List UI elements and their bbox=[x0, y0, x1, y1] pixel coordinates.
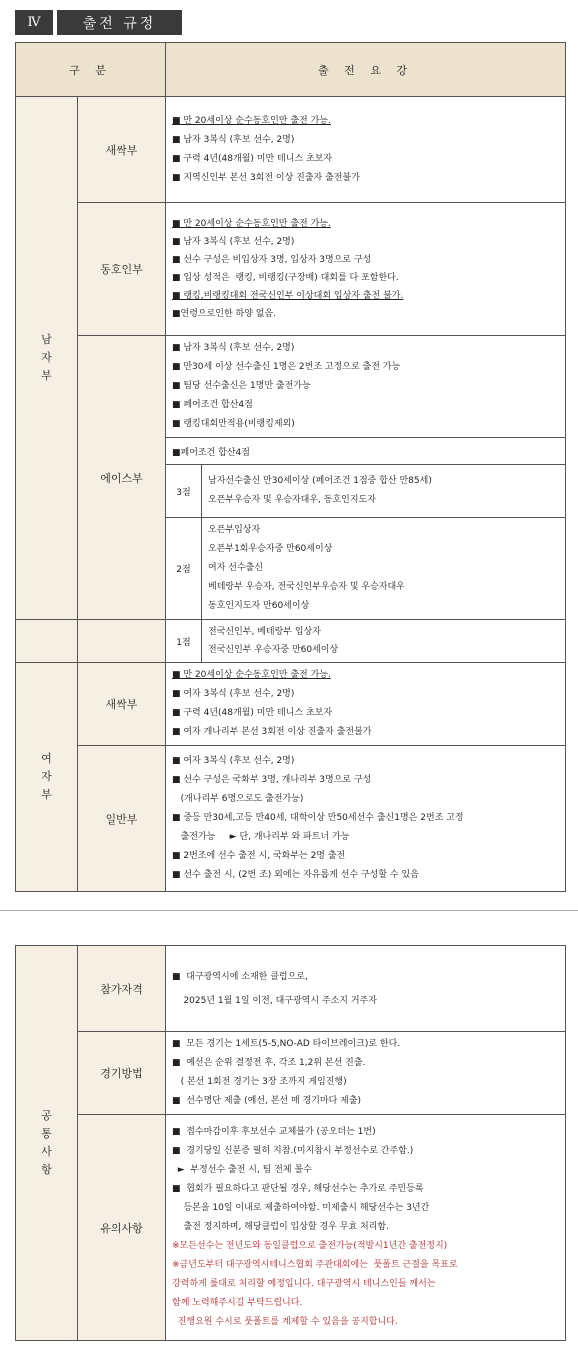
criteria-line: 남자선수출신 만30세이상 (페어조건 1점중 합산 만85세) bbox=[208, 476, 432, 486]
rule-line: ■ 구력 4년(48개월) 미만 테니스 초보자 bbox=[172, 153, 333, 164]
rule-line: ( 본선 1회전 경기는 3장 조까지 게임진행) bbox=[172, 1077, 347, 1087]
score-2: 2점 bbox=[166, 518, 202, 620]
warning-line: 함께 노력해주시길 부탁드립니다. bbox=[172, 1298, 303, 1308]
rule-line: ■ 구력 4년(48개월) 미만 테니스 초보자 bbox=[172, 708, 333, 718]
women-division-label bbox=[16, 663, 78, 892]
men-donghoin-name: 동호인부 bbox=[78, 203, 166, 336]
criteria-line: 베테랑부 우승자, 전국신인부우승자 및 우승자대우 bbox=[208, 582, 405, 592]
score-2-criteria bbox=[202, 518, 566, 620]
men-donghoin-rules bbox=[166, 203, 566, 336]
rule-line: ■ 여자 3복식 (후보 선수, 2명) bbox=[172, 756, 295, 766]
rule-line: ■ 협회가 필요하다고 판단될 경우, 해당선수는 추가로 주민등록 bbox=[172, 1184, 424, 1194]
section-header bbox=[15, 10, 182, 35]
rule-line: ■ 접수마감이후 후보선수 교체불가 (공오더는 1번) bbox=[172, 1127, 376, 1137]
rule-line: 출전가능 ► 단, 개나리부 와 파트너 가능 bbox=[172, 832, 350, 842]
criteria-line: 여자 선수출신 bbox=[208, 563, 264, 573]
header-requirements: 출 전 요 강 bbox=[166, 43, 566, 97]
women-saessak-rules bbox=[166, 663, 566, 746]
women-label: 여 자 부 bbox=[41, 752, 52, 801]
section-number: Ⅳ bbox=[15, 10, 53, 35]
qualification-rules bbox=[166, 946, 566, 1032]
warning-line: ※금년도부터 대구광역시테니스협회 주관대회에는 풋폴트 근절을 목표로 bbox=[172, 1260, 458, 1270]
men-label-continuation bbox=[16, 620, 78, 663]
common-label bbox=[16, 946, 78, 1341]
rule-line: ■ 남자 3복식 (후보 선수, 2명) bbox=[172, 237, 295, 247]
method-name: 경기방법 bbox=[78, 1032, 166, 1115]
rule-line: ■ 만 20세이상 순수동호인만 출전 가능. bbox=[172, 219, 331, 229]
rule-line: ■ 랭킹대회만적용(비랭킹제외) bbox=[172, 419, 295, 429]
score-3: 3점 bbox=[166, 465, 202, 518]
rule-line: 출전 정지하며, 해당클럽이 입상할 경우 무효 처리함. bbox=[172, 1222, 389, 1232]
rule-line: ■ 2번조에 선수 출전 시, 국화부는 2명 출전 bbox=[172, 851, 346, 861]
rule-line: ■ 만 20세이상 순수동호인만 출전 가능. bbox=[172, 670, 331, 680]
rule-line: ■ 페어조건 합산4점 bbox=[172, 400, 253, 410]
rule-line: 2025년 1월 1일 이전, 대구광역시 주소지 거주자 bbox=[172, 995, 377, 1006]
warning-line: 진행요원 수시로 풋폴트를 계제할 수 있음을 공지합니다. bbox=[172, 1317, 398, 1327]
criteria-line: 오픈부우승자 및 우승자대우, 동호인지도자 bbox=[208, 495, 376, 505]
score-1: 1점 bbox=[166, 620, 202, 663]
rule-line: 등본을 10일 이내로 제출하여야함. 미제출시 해당선수는 3년간 bbox=[172, 1203, 430, 1213]
notes-rules bbox=[166, 1115, 566, 1341]
men-ace-rules bbox=[166, 336, 566, 438]
rule-line: ■ 선수 구성은 비입상자 3명, 입상자 3명으로 구성 bbox=[172, 255, 372, 265]
men-saessak-name: 새싹부 bbox=[78, 97, 166, 203]
score-3-criteria bbox=[202, 465, 566, 518]
qualification-name: 참가자격 bbox=[78, 946, 166, 1032]
rule-line: ► 부정선수 출전 시, 팀 전체 몰수 bbox=[172, 1165, 312, 1175]
rule-line: ■ 선수명단 제출 (예선, 본선 매 경기마다 제출) bbox=[172, 1096, 362, 1106]
warning-line: ※모든선수는 전년도와 동일클럽으로 출전가능(적발시1년간 출전정지) bbox=[172, 1241, 448, 1251]
men-label: 남 자 부 bbox=[41, 333, 52, 382]
rule-line: ■ 선수 구성은 국화부 3명, 개나리부 3명으로 구성 bbox=[172, 775, 372, 785]
notes-name: 유의사항 bbox=[78, 1115, 166, 1341]
rule-line: ■ 지역신인부 본선 3회전 이상 진출자 출전불가 bbox=[172, 172, 360, 183]
rule-line: ■ 모든 경기는 1세트(5-5,NO-AD 타이브레이크)로 한다. bbox=[172, 1039, 401, 1049]
regulations-table bbox=[15, 42, 566, 892]
rule-line: ■ 만 20세이상 순수동호인만 출전 가능. bbox=[172, 115, 331, 126]
rule-line: ■ 예선은 순위 결정전 후, 각조 1,2위 본선 진출. bbox=[172, 1058, 366, 1068]
rule-line: ■연령으로인한 하양 없음. bbox=[172, 309, 277, 319]
rule-line: (개나리부 6명으로도 출전가능) bbox=[172, 794, 304, 804]
page-separator bbox=[0, 910, 578, 911]
women-general-rules bbox=[166, 746, 566, 892]
men-division-label bbox=[16, 97, 78, 620]
women-saessak-name: 새싹부 bbox=[78, 663, 166, 746]
men-ace-name: 에이스부 bbox=[78, 336, 166, 620]
common-label: 공 통 사 항 bbox=[41, 1109, 52, 1176]
section-title: 출전 규정 bbox=[57, 10, 182, 35]
rule-line: ■ 여자 개나리부 본선 3회전 이상 진출자 출전불가 bbox=[172, 727, 372, 737]
men-ace-pair-rule: ■페어조건 합산4점 bbox=[166, 438, 566, 465]
table-header-row bbox=[16, 43, 566, 97]
rule-line: ■ 여자 3복식 (후보 선수, 2명) bbox=[172, 689, 295, 699]
rule-line: ■ 남자 3복식 (후보 선수, 2명) bbox=[172, 134, 295, 145]
rule-line: ■ 랭킹,비랭킹대회 전국신인부 이상대회 입상자 출전 불가. bbox=[172, 291, 404, 301]
rule-line: ■ 경기당일 신분증 필히 지참.(미지참시 부정선수로 간주함.) bbox=[172, 1146, 414, 1156]
rule-line: ■ 선수 출전 시, (2번 조) 외에는 자유롭게 선수 구성할 수 있음 bbox=[172, 870, 419, 880]
criteria-line: 전국신인부 우승자중 만60세이상 bbox=[208, 645, 339, 655]
common-table bbox=[15, 945, 566, 1341]
criteria-line: 전국신인부, 베테랑부 입상자 bbox=[208, 627, 321, 637]
women-general-name: 일반부 bbox=[78, 746, 166, 892]
criteria-line: 오픈부1회우승자중 만60세이상 bbox=[208, 544, 333, 554]
rule-line: ■ 중등 만30세,고등 만40세, 대학이상 만50세선수 출신1명은 2번조 고정 bbox=[172, 813, 464, 823]
score-1-criteria bbox=[202, 620, 566, 663]
header-category: 구 분 bbox=[16, 43, 166, 97]
method-rules bbox=[166, 1032, 566, 1115]
warning-line: 강력하게 룰대로 처리할 예정입니다. 대구광역시 테니스인들 께서는 bbox=[172, 1279, 436, 1289]
criteria-line: 오픈부입상자 bbox=[208, 525, 261, 535]
rule-line: ■ 입상 성적은 랭킹, 비랭킹(구장배) 대회를 다 포함한다. bbox=[172, 273, 399, 283]
rule-line: ■ 남자 3복식 (후보 선수, 2명) bbox=[172, 343, 295, 353]
rule-line: ■ 만30세 이상 선수출신 1명은 2번조 고정으로 출전 가능 bbox=[172, 362, 401, 372]
criteria-line: 동호인지도자 만60세이상 bbox=[208, 601, 310, 611]
men-ace-name-continuation bbox=[78, 620, 166, 663]
rule-line: ■ 대구광역시에 소재한 클럽으로, bbox=[172, 971, 308, 982]
men-saessak-rules bbox=[166, 97, 566, 203]
rule-line: ■ 팀당 선수출신은 1명만 출전가능 bbox=[172, 381, 311, 391]
